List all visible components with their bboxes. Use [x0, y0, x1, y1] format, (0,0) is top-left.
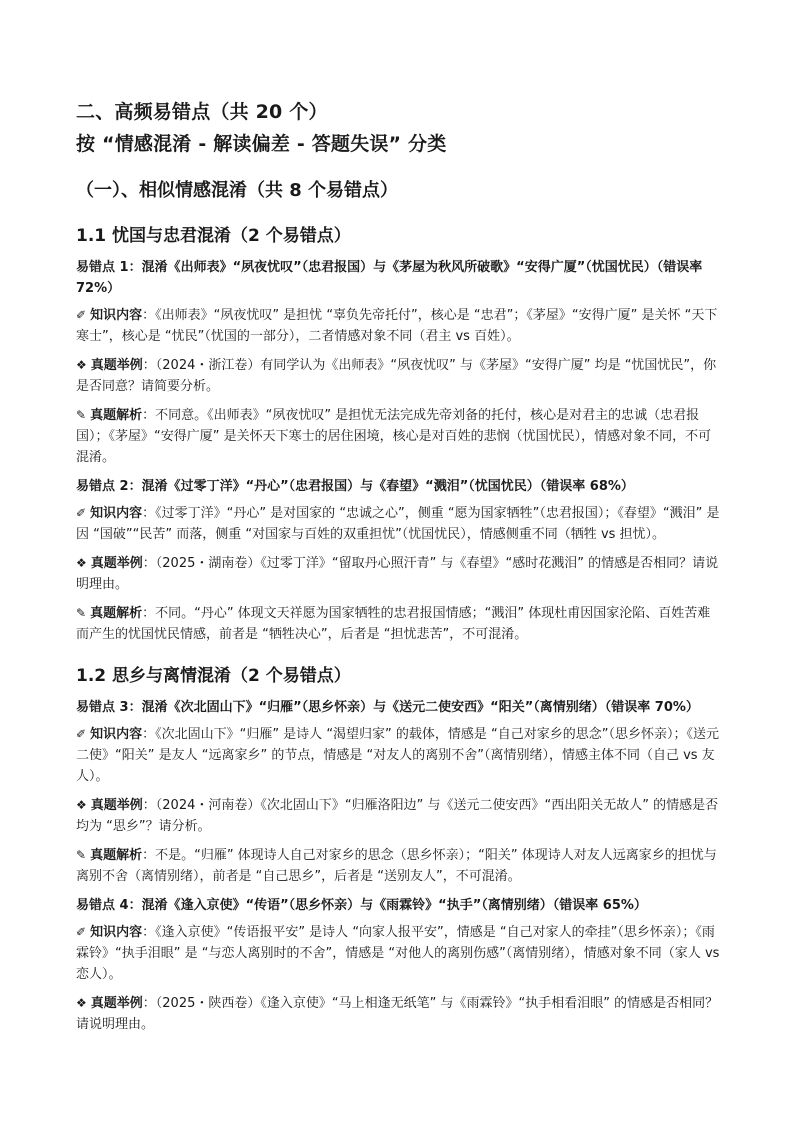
knowledge-paragraph: [76, 305, 722, 347]
diamond-icon: ❖: [76, 358, 87, 372]
question-paragraph: [76, 795, 722, 837]
question-paragraph: [76, 993, 722, 1035]
question-text: ：（2025・湖南卷）《过零丁洋》“留取丹心照汗青” 与《春望》“感时花溅泪” 的情感是否相同？请说明理由。: [76, 556, 719, 592]
pen-icon: ✎: [76, 848, 87, 862]
question-paragraph: [76, 355, 722, 397]
analysis-text: ：不同意。《出师表》“夙夜忧叹” 是担忧无法完成先帝刘备的托付，核心是对君主的忠诚（忠君报国）；《茅屋》“安得广厦” 是关怀天下寒士的居住困境，核心是对百姓的悲悯（忧国忧民），情感对象不同，不可混淆。: [76, 408, 712, 465]
pencil-icon: ✐: [76, 308, 87, 322]
question-paragraph: [76, 553, 722, 595]
knowledge-label: 知识内容: [90, 506, 143, 521]
question-label: 真题举例: [90, 798, 143, 813]
knowledge-label: 知识内容: [90, 308, 143, 323]
question-text: ：（2024・河南卷）《次北固山下》“归雁洛阳边” 与《送元二使安西》“西出阳关无故人” 的情感是否均为 “思乡”？请分析。: [76, 798, 719, 834]
analysis-label: 真题解析: [90, 848, 143, 863]
question-label: 真题举例: [90, 996, 143, 1011]
knowledge-label: 知识内容: [90, 925, 143, 940]
knowledge-text: ：《次北固山下》“归雁” 是诗人 “渴望归家” 的载体，情感是 “自己对家乡的思念”（思乡怀亲）；《送元二使》“阳关” 是友人 “远离家乡” 的节点，情感是 “对友人的离别不舍”（离情别绪），情感主体不同（自己 vs 友人）。: [76, 727, 720, 784]
pen-icon: ✎: [76, 606, 87, 620]
knowledge-text: ：《逢入京使》“传语报平安” 是诗人 “向家人报平安”，情感是 “自己对家人的牵挂”（思乡怀亲）；《雨霖铃》“执手泪眼” 是 “与恋人离别时的不舍”，情感是 “对他人的离别伤感”（离情别绪），情感对象不同（家人 vs 恋人）。: [76, 925, 720, 982]
error-point-title: 易错点 4：混淆《逢入京使》“传语”（思乡怀亲）与《雨霖铃》“执手”（离情别绪）（错误率 65%）: [76, 898, 647, 913]
sub-heading: 按 “情感混淆 - 解读偏差 - 答题失误” 分类: [76, 133, 447, 155]
section-heading: （一）、相似情感混淆（共 8 个易错点）: [76, 180, 399, 201]
pencil-icon: ✐: [76, 506, 87, 520]
question-text: ：（2025・陕西卷）《逢入京使》“马上相逢无纸笔” 与《雨霖铃》“执手相看泪眼” 的情感是否相同？请说明理由。: [76, 996, 719, 1032]
analysis-label: 真题解析: [90, 606, 143, 621]
pen-icon: ✎: [76, 408, 87, 422]
pencil-icon: ✐: [76, 925, 87, 939]
knowledge-text: ：《出师表》“夙夜忧叹” 是担忧 “辜负先帝托付”，核心是 “忠君”；《茅屋》“安得广厦” 是关怀 “天下寒士”，核心是 “忧民”（忧国的一部分），二者情感对象不同（君主 vs 百姓）。: [76, 308, 718, 344]
analysis-paragraph: [76, 845, 722, 887]
error-point-title: 易错点 1：混淆《出师表》“夙夜忧叹”（忠君报国）与《茅屋为秋风所破歌》“安得广厦”（忧国忧民）（错误率 72%）: [76, 260, 703, 296]
diamond-icon: ❖: [76, 556, 87, 570]
subsection-heading: 1.2 思乡与离情混淆（2 个易错点）: [76, 666, 351, 686]
diamond-icon: ❖: [76, 798, 87, 812]
knowledge-text: ：《过零丁洋》“丹心” 是对国家的 “忠诚之心”，侧重 “愿为国家牺牲”（忠君报国）；《春望》“溅泪” 是因 “国破”“民苦” 而落，侧重 “对国家与百姓的双重担忧”（忧国忧民），情感侧重不同（牺牲 vs 担忧）。: [76, 506, 720, 542]
knowledge-paragraph: [76, 724, 722, 787]
diamond-icon: ❖: [76, 996, 87, 1010]
error-point-title: 易错点 3：混淆《次北固山下》“归雁”（思乡怀亲）与《送元二使安西》“阳关”（离情别绪）（错误率 70%）: [76, 700, 699, 715]
analysis-label: 真题解析: [90, 408, 143, 423]
analysis-text: ：不同。“丹心” 体现文天祥愿为国家牺牲的忠君报国情感；“溅泪” 体现杜甫因国家沦陷、百姓苦难而产生的忧国忧民情感，前者是 “牺牲决心”，后者是 “担忧悲苦”，不可混淆。: [76, 606, 711, 642]
knowledge-paragraph: [76, 922, 722, 985]
knowledge-label: 知识内容: [90, 727, 143, 742]
analysis-paragraph: [76, 405, 722, 468]
analysis-text: ：不是。“归雁” 体现诗人自己对家乡的思念（思乡怀亲）；“阳关” 体现诗人对友人远离家乡的担忧与离别不舍（离情别绪），前者是 “自己思乡”，后者是 “送别友人”，不可混淆。: [76, 848, 717, 884]
knowledge-paragraph: [76, 503, 722, 545]
main-heading: 二、高频易错点（共 20 个）: [76, 101, 328, 123]
error-point-title: 易错点 2：混淆《过零丁洋》“丹心”（忠君报国）与《春望》“溅泪”（忧国忧民）（错误率 68%）: [76, 479, 634, 494]
pencil-icon: ✐: [76, 727, 87, 741]
subsection-heading: 1.1 忧国与忠君混淆（2 个易错点）: [76, 226, 351, 246]
question-label: 真题举例: [90, 358, 143, 373]
question-text: ：（2024・浙江卷）有同学认为《出师表》“夙夜忧叹” 与《茅屋》“安得广厦” 均是 “忧国忧民”，你是否同意？请简要分析。: [76, 358, 717, 394]
analysis-paragraph: [76, 603, 722, 645]
question-label: 真题举例: [90, 556, 143, 571]
